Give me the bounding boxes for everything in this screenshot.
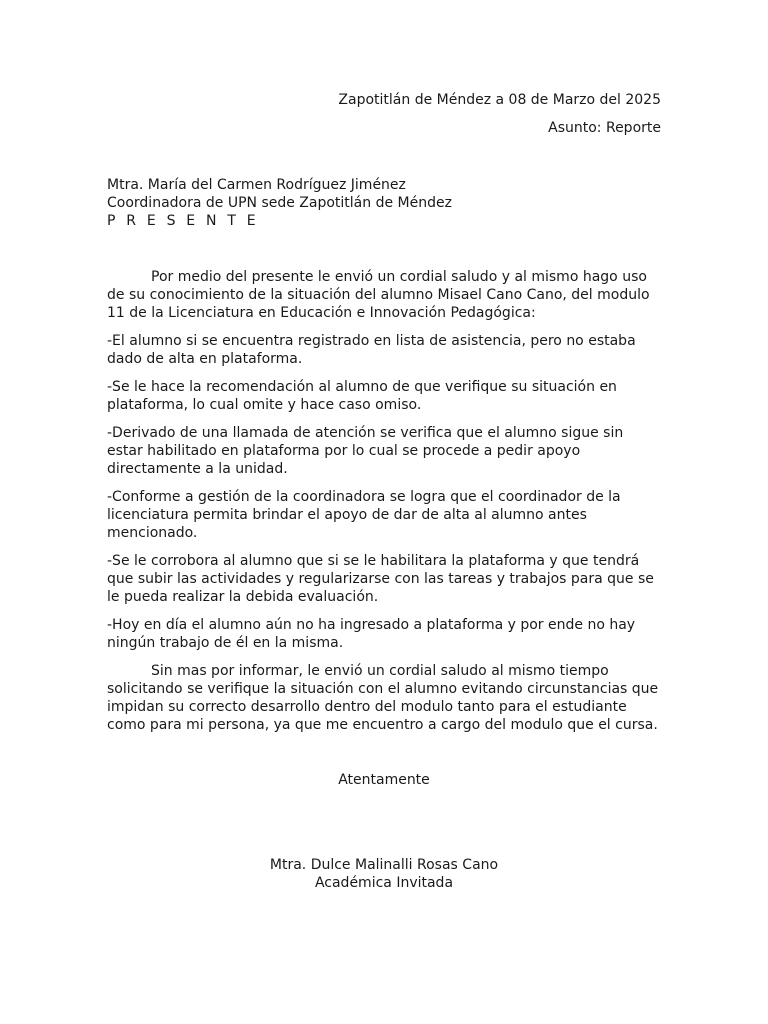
addressee-name: Mtra. María del Carmen Rodríguez Jiménez: [107, 177, 406, 193]
conclusion-paragraph: Sin mas por informar, le envió un cordial saludo al mismo tiempo solicitando se verifique la situación con el alumno evitando circunstancias que impidan su correcto desarrollo dentro del modulo tanto para el estudiante como para mi persona, ya que me encuentro a cargo del modulo que el cursa.: [107, 663, 659, 733]
letter-page: [107, 0, 661, 1024]
report-point: -Derivado de una llamada de atención se verifica que el alumno sigue sin estar habilitado en plataforma por lo cual se procede a pedir apoyo directamente a la unidad.: [107, 425, 624, 477]
signature-role: Académica Invitada: [314, 875, 454, 891]
signature-name: Mtra. Dulce Malinalli Rosas Cano: [269, 857, 499, 873]
intro-paragraph: Por medio del presente le envió un cordial saludo y al mismo hago uso de su conocimiento de la situación del alumno Misael Cano Cano, del modulo 11 de la Licenciatura en Educación e Innovación Pedagógica:: [107, 269, 650, 321]
closing-text: Atentamente: [338, 772, 430, 788]
letter-date: Zapotitlán de Méndez a 08 de Marzo del 2025: [338, 92, 661, 108]
addressee-presente: P R E S E N T E: [107, 213, 259, 229]
report-point: -Conforme a gestión de la coordinadora se logra que el coordinador de la licenciatura permita brindar el apoyo de dar de alta al alumno antes mencionado.: [107, 489, 621, 541]
addressee-block: [107, 176, 452, 230]
addressee-position: Coordinadora de UPN sede Zapotitlán de Méndez: [107, 195, 452, 211]
letter-subject: Asunto: Reporte: [548, 120, 661, 136]
signature-block: [107, 856, 661, 892]
letter-body: [107, 268, 661, 744]
report-point: -El alumno si se encuentra registrado en lista de asistencia, pero no estaba dado de alta en plataforma.: [107, 333, 636, 367]
report-point: -Se le hace la recomendación al alumno de que verifique su situación en plataforma, lo cual omite y hace caso omiso.: [107, 379, 617, 413]
report-point: -Se le corrobora al alumno que si se le habilitara la plataforma y que tendrá que subir las actividades y regularizarse con las tareas y trabajos para que se le pueda realizar la debida evaluación.: [107, 553, 654, 605]
report-point: -Hoy en día el alumno aún no ha ingresado a plataforma y por ende no hay ningún trabajo de él en la misma.: [107, 617, 636, 651]
